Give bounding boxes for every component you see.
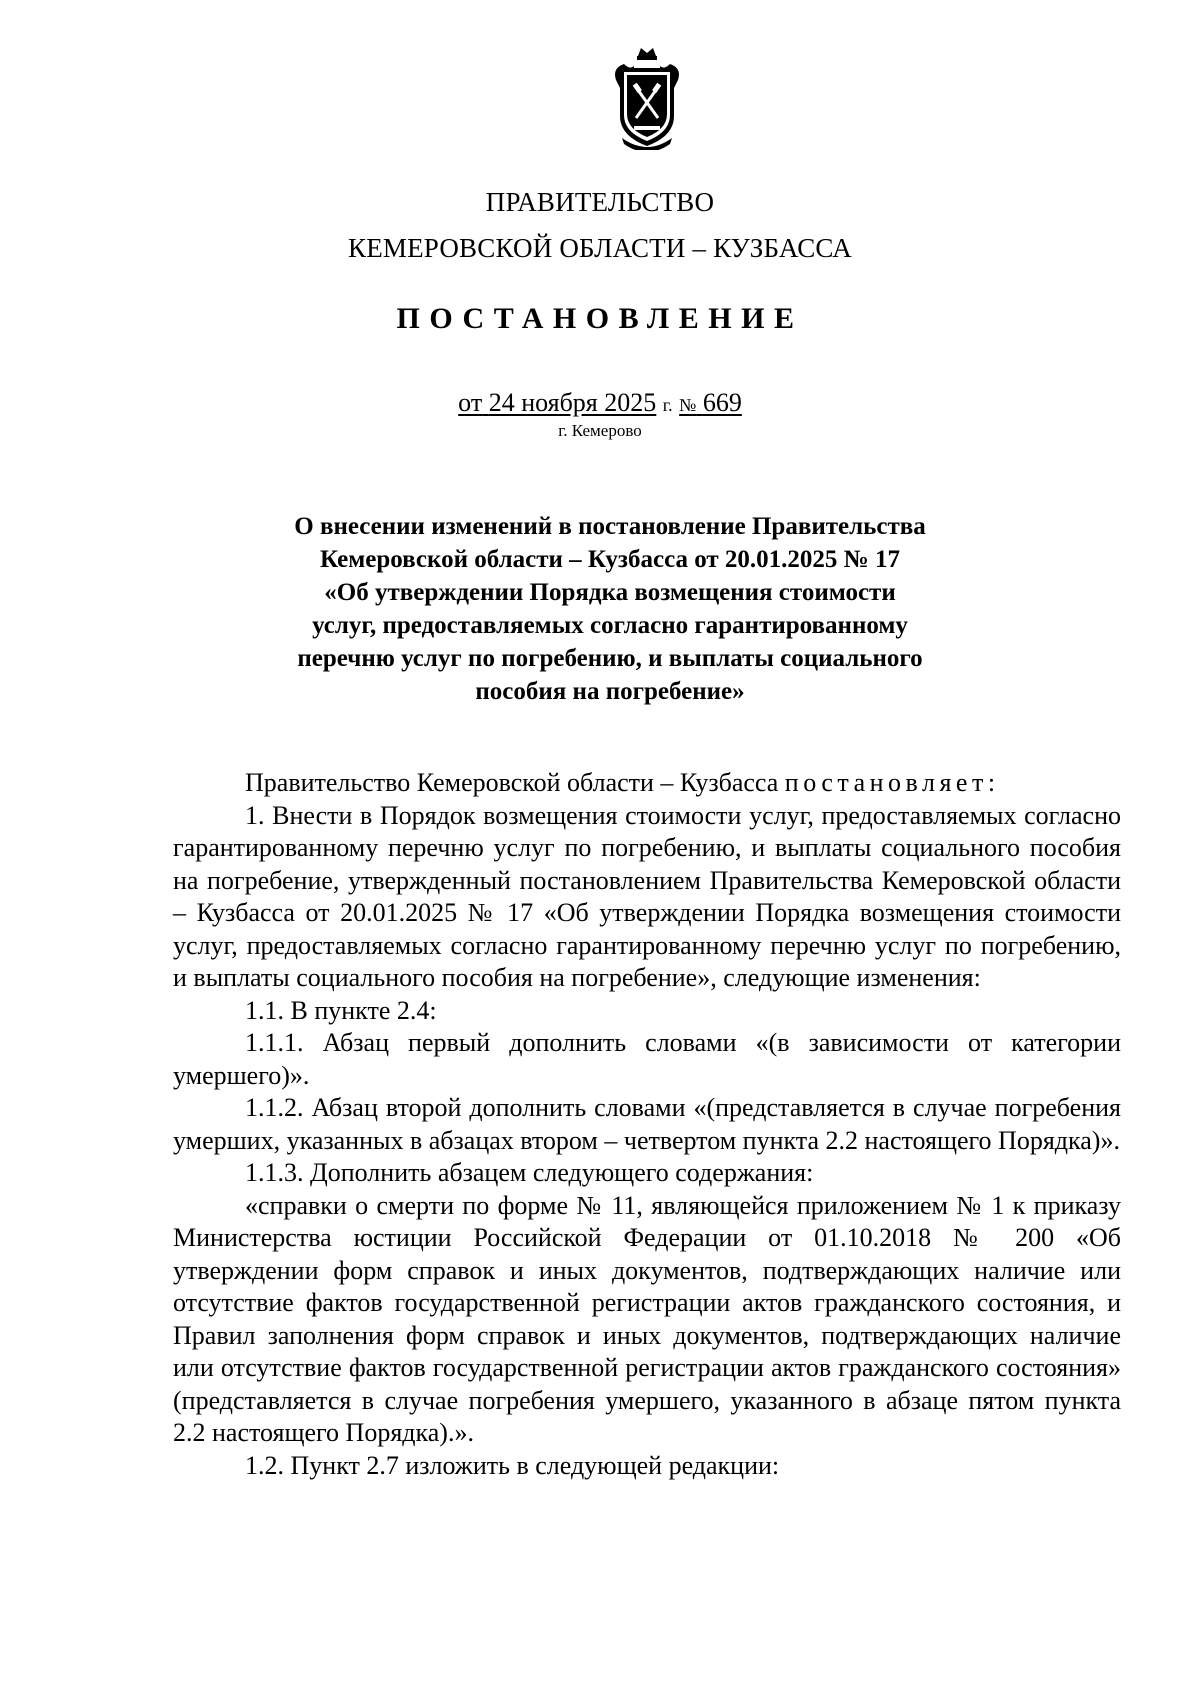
number-sign: № (679, 395, 697, 415)
body-paragraph: 1. Внести в Порядок возмещения стоимости услуг, предоставляемых согласно гарантированному перечню услуг по погребению, и выплаты социального пособия на погребение, утвержденный постановлением Правительства Кемеровской области – Кузбасса от 20.01.2025 № 17 «Об утверждении Порядка возмещения стоимости услуг, предоставляемых согласно гарантированному перечню услуг по погребению, и выплаты социального пособия на погребение», следующие изменения: (173, 800, 1121, 992)
title-line: О внесении изменений в постановление Правительства (294, 513, 926, 540)
document-title (230, 510, 990, 708)
title-line: услуг, предоставляемых согласно гарантированному (312, 612, 908, 639)
preamble-paragraph (173, 767, 1121, 800)
date-prefix: от (458, 388, 483, 417)
document-body (173, 767, 1121, 1482)
org-name-line2: КЕМЕРОВСКОЙ ОБЛАСТИ – КУЗБАССА (348, 233, 852, 263)
body-paragraph: 1.2. Пункт 2.7 изложить в следующей редакции: (245, 1450, 780, 1480)
org-name-line1: ПРАВИТЕЛЬСТВО (485, 187, 715, 217)
preamble-text: Правительство Кемеровской области – Кузбасса (245, 768, 779, 797)
title-line: пособия на погребение» (475, 678, 745, 705)
document-type-heading: ПОСТАНОВЛЕНИЕ (396, 302, 804, 335)
date-value: 24 ноября 2025 (488, 388, 657, 417)
body-paragraph: 1.1.3. Дополнить абзацем следующего содержания: (245, 1158, 814, 1187)
preamble-end: : (987, 768, 996, 797)
title-line: перечню услуг по погребению, и выплаты социального (297, 645, 923, 672)
date-number-line (0, 389, 1200, 419)
preamble-verb: постановляет (784, 768, 988, 797)
body-paragraph: 1.1. В пункте 2.4: (245, 995, 437, 1025)
number-field (679, 388, 742, 417)
city-name: г. Кемерово (558, 421, 642, 440)
body-paragraph: «справки о смерти по форме № 11, являющейся приложением № 1 к приказу Министерства юстиции Российской Федерации от 01.10.2018 № 200 «Об утверждении форм справок и иных документов, подтверждающих наличие или отсутствие фактов государственной регистрации актов гражданского состояния, и Правил заполнения форм справок и иных документов, подтверждающих наличие или отсутствие фактов государственной регистрации актов гражданского состояния» (представляется в случае погребения умершего, указанного в абзаце пятом пункта 2.2 настоящего Порядка).». (173, 1190, 1121, 1447)
body-paragraph: 1.1.2. Абзац второй дополнить словами «(представляется в случае погребения умерших, указанных в абзацах втором – четвертом пункта 2.2 настоящего Порядка)». (173, 1093, 1121, 1155)
date-field (458, 388, 656, 417)
title-line: «Об утверждении Порядка возмещения стоимости (324, 579, 896, 606)
body-paragraph: 1.1.1. Абзац первый дополнить словами «(в зависимости от категории умершего)». (173, 1028, 1121, 1090)
coat-of-arms-icon (610, 46, 684, 150)
document-number: 669 (702, 388, 742, 417)
title-line: Кемеровской области – Кузбасса от 20.01.2025 № 17 (319, 546, 901, 573)
year-suffix: г. (662, 395, 673, 415)
